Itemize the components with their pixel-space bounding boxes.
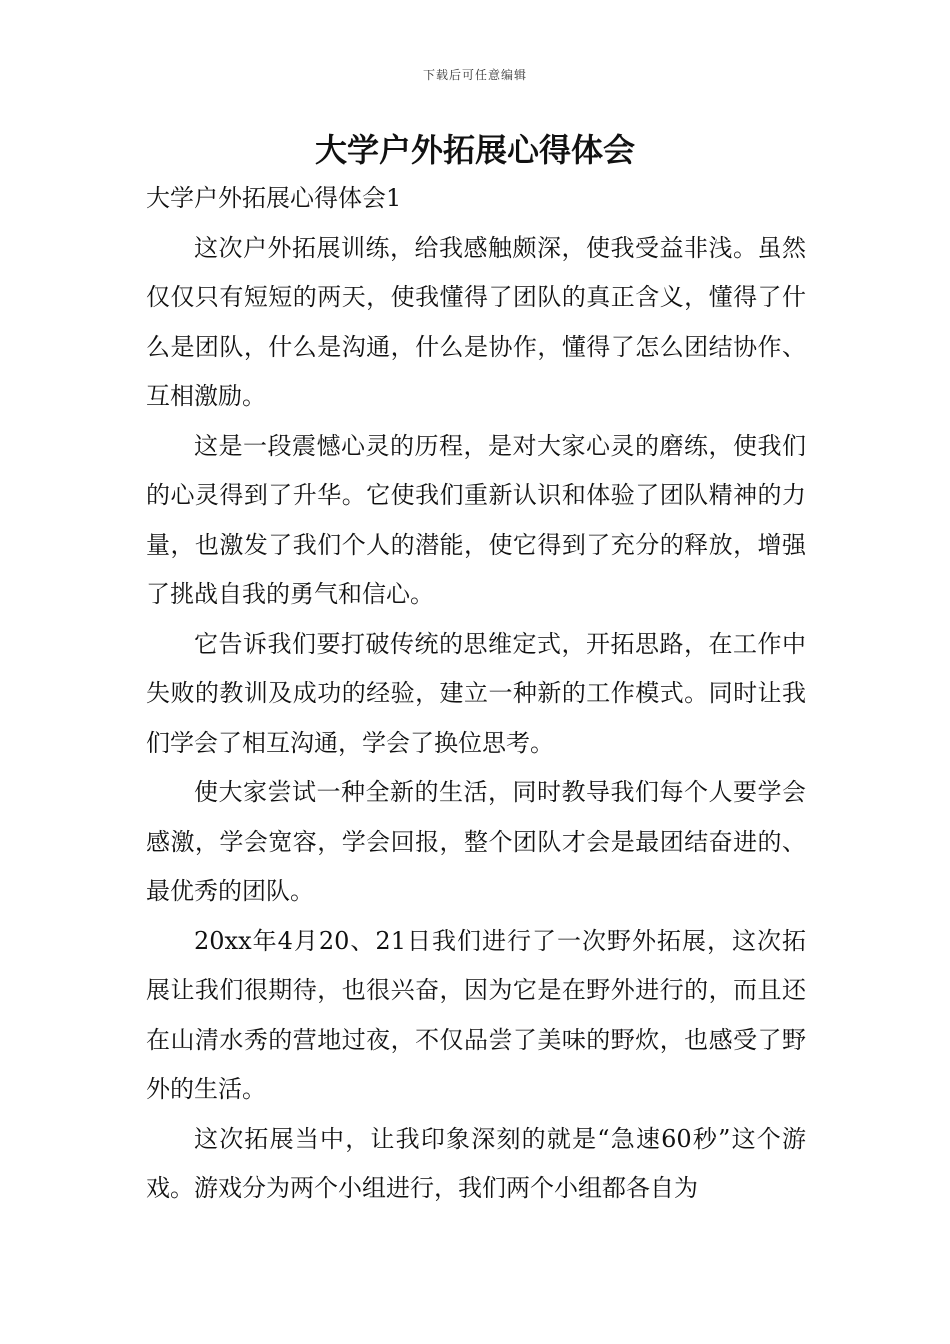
paragraph-6: 这次拓展当中，让我印象深刻的就是“急速60秒”这个游戏。游戏分为两个小组进行，我们两个小组都各自为	[146, 1124, 806, 1202]
document-title: 大学户外拓展心得体会	[314, 131, 635, 169]
document-body	[146, 174, 806, 1214]
paragraph-3: 它告诉我们要打破传统的思维定式，开拓思路，在工作中失败的教训及成功的经验，建立一种新的工作模式。同时让我们学会了相互沟通，学会了换位思考。	[146, 629, 806, 757]
paragraph-5: 20xx年4月20、21日我们进行了一次野外拓展，这次拓展让我们很期待，也很兴奋，因为它是在野外进行的，而且还在山清水秀的营地过夜，不仅品尝了美味的野炊，也感受了野外的生活。	[146, 926, 806, 1103]
paragraph-2: 这是一段震憾心灵的历程，是对大家心灵的磨练，使我们的心灵得到了升华。它使我们重新认识和体验了团队精神的力量，也激发了我们个人的潜能，使它得到了充分的释放，增强了挑战自我的勇气和信心。	[146, 431, 806, 608]
page-header-note: 下载后可任意编辑	[422, 68, 527, 82]
section-heading: 大学户外拓展心得体会1	[146, 184, 402, 212]
paragraph-4: 使大家尝试一种全新的生活，同时教导我们每个人要学会感激，学会宽容，学会回报，整个团队才会是最团结奋进的、最优秀的团队。	[146, 778, 806, 905]
paragraph-1: 这次户外拓展训练，给我感触颇深，使我受益非浅。虽然仅仅只有短短的两天，使我懂得了团队的真正含义，懂得了什么是团队，什么是沟通，什么是协作，懂得了怎么团结协作、互相激励。	[146, 233, 806, 410]
